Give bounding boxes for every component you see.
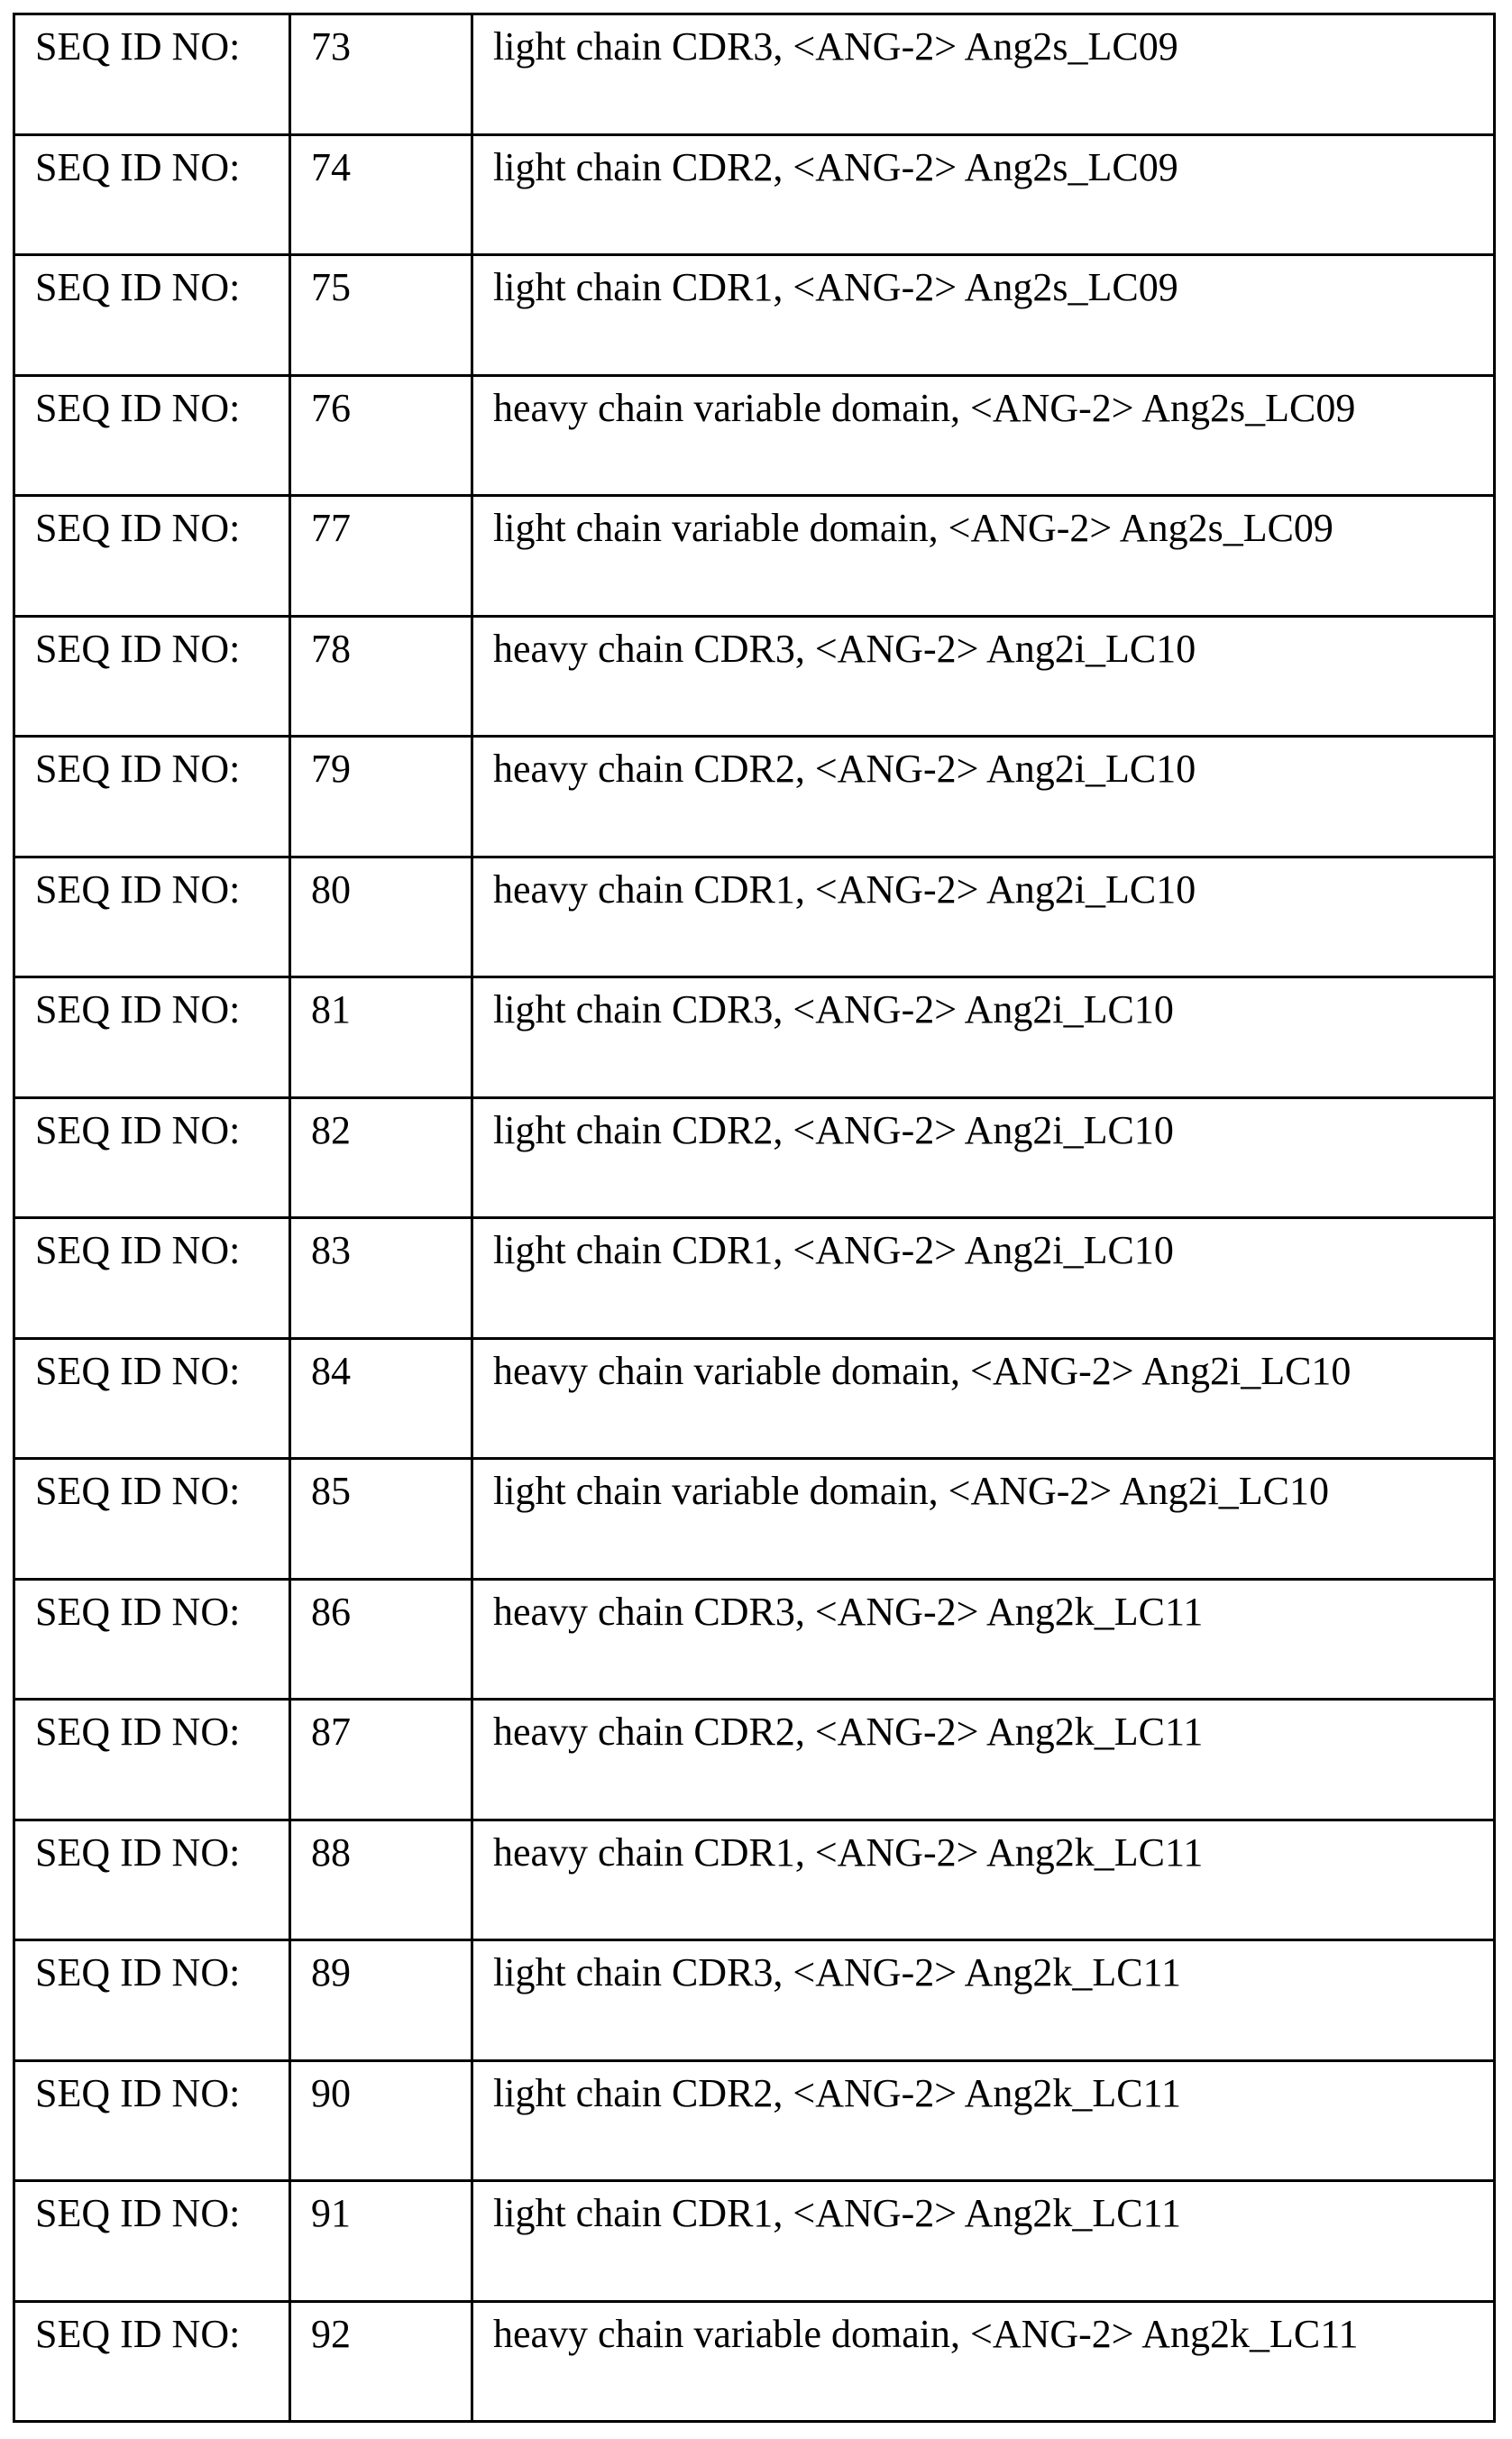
seq-id: 85 — [290, 1459, 472, 1580]
seq-label: SEQ ID NO: — [14, 1338, 290, 1459]
seq-description: light chain CDR3, <ANG-2> Ang2s_LC09 — [472, 14, 1495, 135]
seq-id: 90 — [290, 2060, 472, 2181]
seq-id: 77 — [290, 496, 472, 617]
table-row — [14, 1700, 1495, 1820]
seq-label: SEQ ID NO: — [14, 1820, 290, 1940]
table-row — [14, 1218, 1495, 1339]
seq-id: 89 — [290, 1940, 472, 2061]
table-row — [14, 2060, 1495, 2181]
seq-label: SEQ ID NO: — [14, 616, 290, 737]
seq-id: 76 — [290, 375, 472, 496]
table-row — [14, 134, 1495, 255]
seq-label: SEQ ID NO: — [14, 496, 290, 617]
table-row — [14, 977, 1495, 1098]
seq-id: 87 — [290, 1700, 472, 1820]
seq-label: SEQ ID NO: — [14, 1579, 290, 1700]
seq-label: SEQ ID NO: — [14, 1940, 290, 2061]
sequence-table-body — [14, 14, 1495, 2422]
table-row — [14, 1820, 1495, 1940]
seq-label: SEQ ID NO: — [14, 1097, 290, 1218]
seq-description: heavy chain variable domain, <ANG-2> Ang2i_LC10 — [472, 1338, 1495, 1459]
seq-id: 79 — [290, 737, 472, 857]
table-row — [14, 1459, 1495, 1580]
table-row — [14, 14, 1495, 135]
seq-id: 83 — [290, 1218, 472, 1339]
seq-label: SEQ ID NO: — [14, 14, 290, 135]
table-row — [14, 375, 1495, 496]
table-row — [14, 857, 1495, 977]
seq-description: heavy chain variable domain, <ANG-2> Ang2s_LC09 — [472, 375, 1495, 496]
seq-description: light chain variable domain, <ANG-2> Ang2i_LC10 — [472, 1459, 1495, 1580]
seq-label: SEQ ID NO: — [14, 857, 290, 977]
seq-label: SEQ ID NO: — [14, 375, 290, 496]
seq-description: heavy chain CDR3, <ANG-2> Ang2i_LC10 — [472, 616, 1495, 737]
seq-description: heavy chain CDR1, <ANG-2> Ang2i_LC10 — [472, 857, 1495, 977]
seq-label: SEQ ID NO: — [14, 1218, 290, 1339]
seq-id: 80 — [290, 857, 472, 977]
seq-label: SEQ ID NO: — [14, 977, 290, 1098]
table-row — [14, 1940, 1495, 2061]
seq-id: 74 — [290, 134, 472, 255]
seq-id: 81 — [290, 977, 472, 1098]
seq-description: heavy chain CDR3, <ANG-2> Ang2k_LC11 — [472, 1579, 1495, 1700]
table-row — [14, 255, 1495, 376]
seq-id: 92 — [290, 2301, 472, 2422]
seq-id: 88 — [290, 1820, 472, 1940]
seq-label: SEQ ID NO: — [14, 737, 290, 857]
table-row — [14, 1338, 1495, 1459]
seq-description: heavy chain CDR2, <ANG-2> Ang2k_LC11 — [472, 1700, 1495, 1820]
seq-description: light chain CDR1, <ANG-2> Ang2i_LC10 — [472, 1218, 1495, 1339]
seq-description: light chain CDR3, <ANG-2> Ang2i_LC10 — [472, 977, 1495, 1098]
seq-id: 84 — [290, 1338, 472, 1459]
table-row — [14, 737, 1495, 857]
seq-description: light chain CDR1, <ANG-2> Ang2s_LC09 — [472, 255, 1495, 376]
seq-description: light chain CDR2, <ANG-2> Ang2k_LC11 — [472, 2060, 1495, 2181]
seq-description: light chain CDR1, <ANG-2> Ang2k_LC11 — [472, 2181, 1495, 2302]
seq-label: SEQ ID NO: — [14, 1459, 290, 1580]
seq-label: SEQ ID NO: — [14, 2301, 290, 2422]
table-row — [14, 1579, 1495, 1700]
seq-description: light chain variable domain, <ANG-2> Ang2s_LC09 — [472, 496, 1495, 617]
seq-id: 86 — [290, 1579, 472, 1700]
seq-id: 82 — [290, 1097, 472, 1218]
table-row — [14, 1097, 1495, 1218]
seq-id: 91 — [290, 2181, 472, 2302]
seq-description: light chain CDR2, <ANG-2> Ang2i_LC10 — [472, 1097, 1495, 1218]
seq-id: 73 — [290, 14, 472, 135]
seq-description: heavy chain CDR2, <ANG-2> Ang2i_LC10 — [472, 737, 1495, 857]
seq-id: 78 — [290, 616, 472, 737]
seq-label: SEQ ID NO: — [14, 255, 290, 376]
seq-description: light chain CDR3, <ANG-2> Ang2k_LC11 — [472, 1940, 1495, 2061]
seq-label: SEQ ID NO: — [14, 134, 290, 255]
seq-label: SEQ ID NO: — [14, 2181, 290, 2302]
seq-id: 75 — [290, 255, 472, 376]
seq-description: light chain CDR2, <ANG-2> Ang2s_LC09 — [472, 134, 1495, 255]
table-row — [14, 2301, 1495, 2422]
sequence-table — [13, 13, 1496, 2423]
table-row — [14, 2181, 1495, 2302]
seq-label: SEQ ID NO: — [14, 2060, 290, 2181]
table-row — [14, 616, 1495, 737]
table-row — [14, 496, 1495, 617]
seq-description: heavy chain CDR1, <ANG-2> Ang2k_LC11 — [472, 1820, 1495, 1940]
seq-description: heavy chain variable domain, <ANG-2> Ang2k_LC11 — [472, 2301, 1495, 2422]
seq-label: SEQ ID NO: — [14, 1700, 290, 1820]
